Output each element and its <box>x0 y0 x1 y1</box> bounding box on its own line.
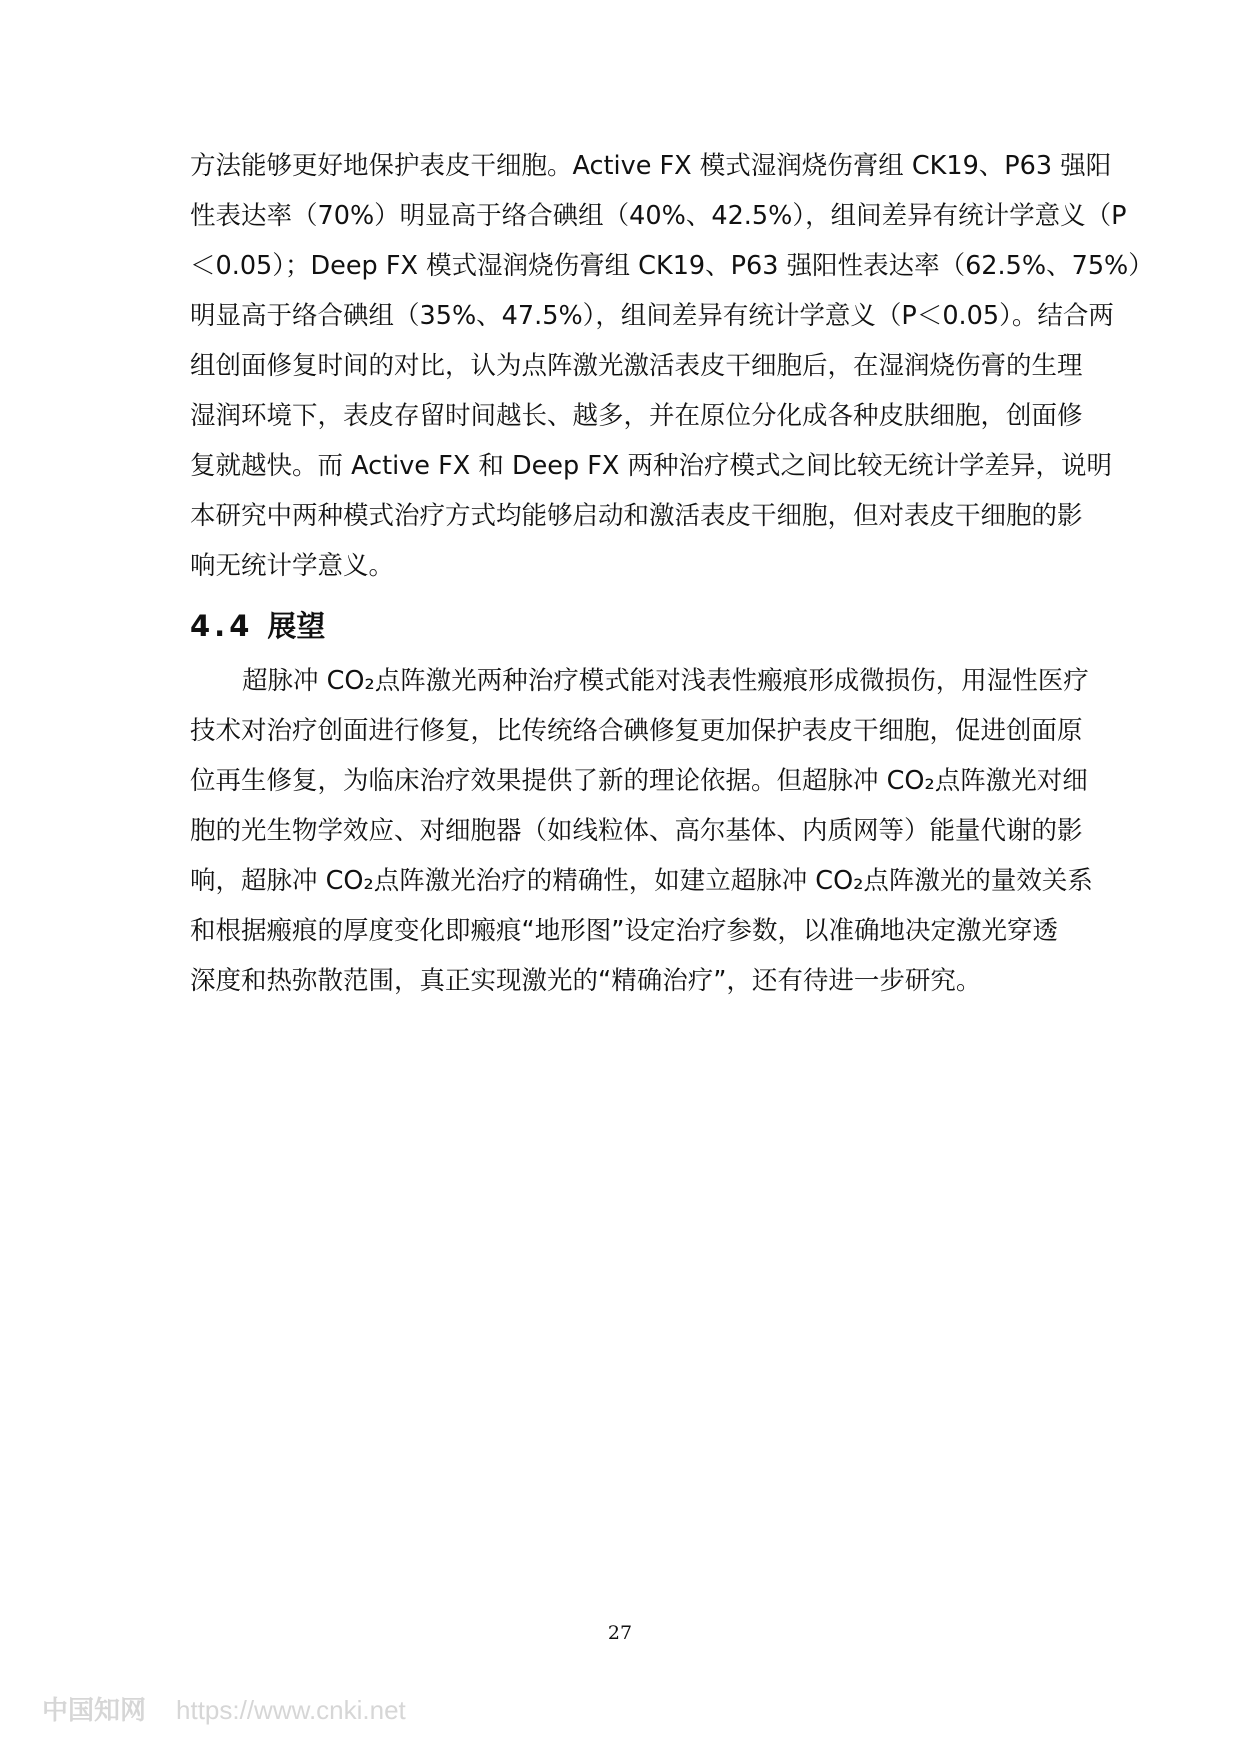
section-number: 4.4 <box>190 609 254 643</box>
text-line: 性表达率（70%）明显高于络合碘组（40%、42.5%），组间差异有统计学意义（P <box>190 201 1127 231</box>
text-line: 深度和热弥散范围，真正实现激光的“精确治疗”，还有待进一步研究。 <box>190 966 982 996</box>
text-line: 组创面修复时间的对比，认为点阵激光激活表皮干细胞后，在湿润烧伤膏的生理 <box>190 351 1083 381</box>
text-line: 响，超脉冲 CO₂点阵激光治疗的精确性，如建立超脉冲 CO₂点阵激光的量效关系 <box>190 866 1093 896</box>
text-line: ＜0.05）；Deep FX 模式湿润烧伤膏组 CK19、P63 强阳性表达率（62.5%、75%） <box>190 251 1154 281</box>
text-line: 本研究中两种模式治疗方式均能够启动和激活表皮干细胞，但对表皮干细胞的影 <box>190 501 1083 531</box>
text-line: 湿润环境下，表皮存留时间越长、越多，并在原位分化成各种皮肤细胞，创面修 <box>190 401 1083 431</box>
watermark-brand: 中国知网 <box>42 1696 147 1726</box>
text-line: 超脉冲 CO₂点阵激光两种治疗模式能对浅表性瘢痕形成微损伤，用湿性医疗 <box>242 666 1089 696</box>
text-line: 明显高于络合碘组（35%、47.5%），组间差异有统计学意义（P＜0.05）。结合两 <box>190 301 1114 331</box>
text-line: 胞的光生物学效应、对细胞器（如线粒体、高尔基体、内质网等）能量代谢的影 <box>190 816 1083 846</box>
text-line: 复就越快。而 Active FX 和 Deep FX 两种治疗模式之间比较无统计学差异，说明 <box>190 451 1112 481</box>
text-line: 和根据瘢痕的厚度变化即瘢痕“地形图”设定治疗参数，以准确地决定激光穿透 <box>190 916 1058 946</box>
watermark-url: https://www.cnki.net <box>176 1695 406 1725</box>
text-line: 方法能够更好地保护表皮干细胞。Active FX 模式湿润烧伤膏组 CK19、P63 强阳 <box>190 151 1112 181</box>
section-heading <box>190 604 325 648</box>
section-title: 展望 <box>267 609 326 643</box>
watermark <box>42 1690 406 1727</box>
text-line: 位再生修复，为临床治疗效果提供了新的理论依据。但超脉冲 CO₂点阵激光对细 <box>190 766 1088 796</box>
text-line: 技术对治疗创面进行修复，比传统络合碘修复更加保护表皮干细胞，促进创面原 <box>190 716 1083 746</box>
text-line: 响无统计学意义。 <box>190 551 395 581</box>
page-number: 27 <box>607 1622 633 1644</box>
